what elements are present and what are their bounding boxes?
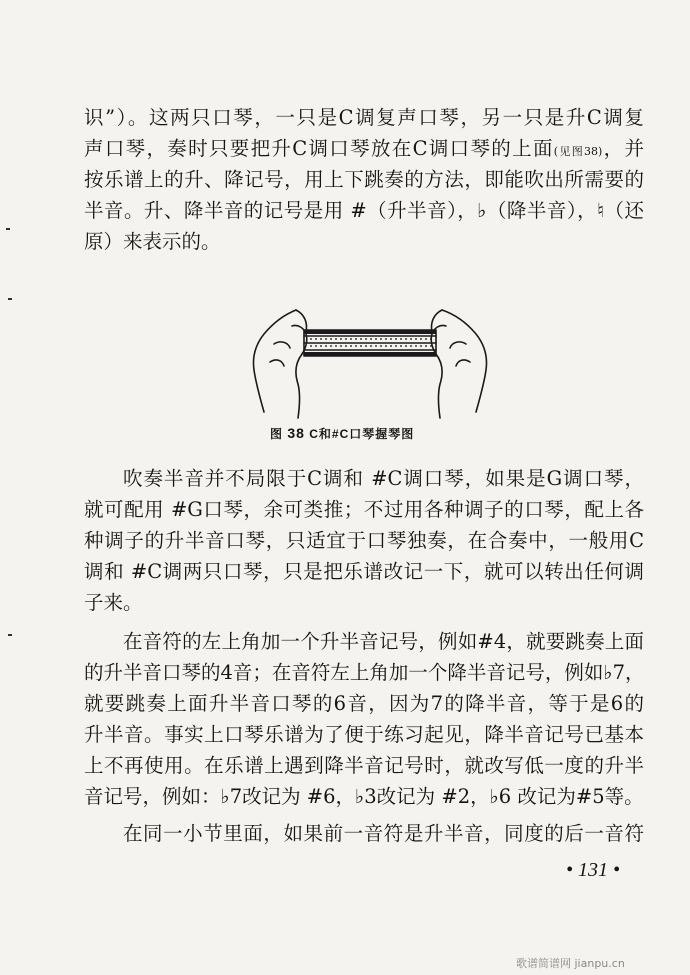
text-line: 音记号，例如：♭7改记为 #6，♭3改记为 #2，♭6 改记为#5等。 [84,785,644,808]
harmonica-hands-illustration [234,300,504,428]
scan-speck [8,298,12,300]
text-segment: 声口琴，奏时只要把升C调口琴放在C调口琴的上面 [84,137,554,160]
text-line: 在同一小节里面，如果前一音符是升半音，同度的后一音符 [123,822,644,845]
text-line: 吹奏半音并不局限于C调和 #C调口琴，如果是G调口琴， [123,467,644,490]
figure-reference: (见图38) [553,145,603,158]
text-line: 的升半音口琴的4音；在音符左上角加一个降半音记号，例如♭7， [84,661,645,684]
text-line: 原）来表示的。 [84,230,221,253]
page-number: • 131 • [566,859,621,881]
figure-caption [270,425,414,442]
text-line: 半音。升、降半音的记号是用 #（升半音），♭（降半音），♮（还 [84,199,644,222]
figure-label: 图 [270,427,288,441]
text-line: 升半音。事实上口琴乐谱为了便于练习起见，降半音记号已基本 [84,723,644,746]
scan-speck [8,634,12,636]
figure-number: 38 [287,425,305,441]
text-line: 按乐谱上的升、降记号，用上下跳奏的方法，即能吹出所需要的 [84,168,644,191]
text-line: 在音符的左上角加一个升半音记号，例如#4，就要跳奏上面 [123,630,644,653]
text-line [84,133,644,164]
paragraph-3 [84,626,644,812]
text-line: 子来。 [84,591,143,614]
watermark: 歌谱简谱网 jianpu.cn [516,957,625,970]
text-segment: ，并 [602,137,644,160]
paragraph-4 [84,818,644,849]
paragraph-1 [84,102,644,257]
figure-title: C和#C口琴握琴图 [304,427,415,441]
paragraph-2 [84,463,644,618]
text-line: 就要跳奏上面升半音口琴的6音，因为7的降半音，等于是6的 [84,692,644,715]
text-line: 种调子的升半音口琴，只适宜于口琴独奏，在合奏中，一般用C [84,529,644,552]
text-line: 调和 #C调两只口琴，只是把乐谱改记一下，就可以转出任何调 [84,560,644,583]
text-line: 识”）。这两只口琴，一只是C调复声口琴，另一只是升C调复 [84,106,644,129]
scan-speck [6,228,10,230]
text-line: 就可配用 #G口琴，余可类推；不过用各种调子的口琴，配上各 [84,498,644,521]
text-line: 上不再使用。在乐谱上遇到降半音记号时，就改写低一度的升半 [84,754,644,777]
